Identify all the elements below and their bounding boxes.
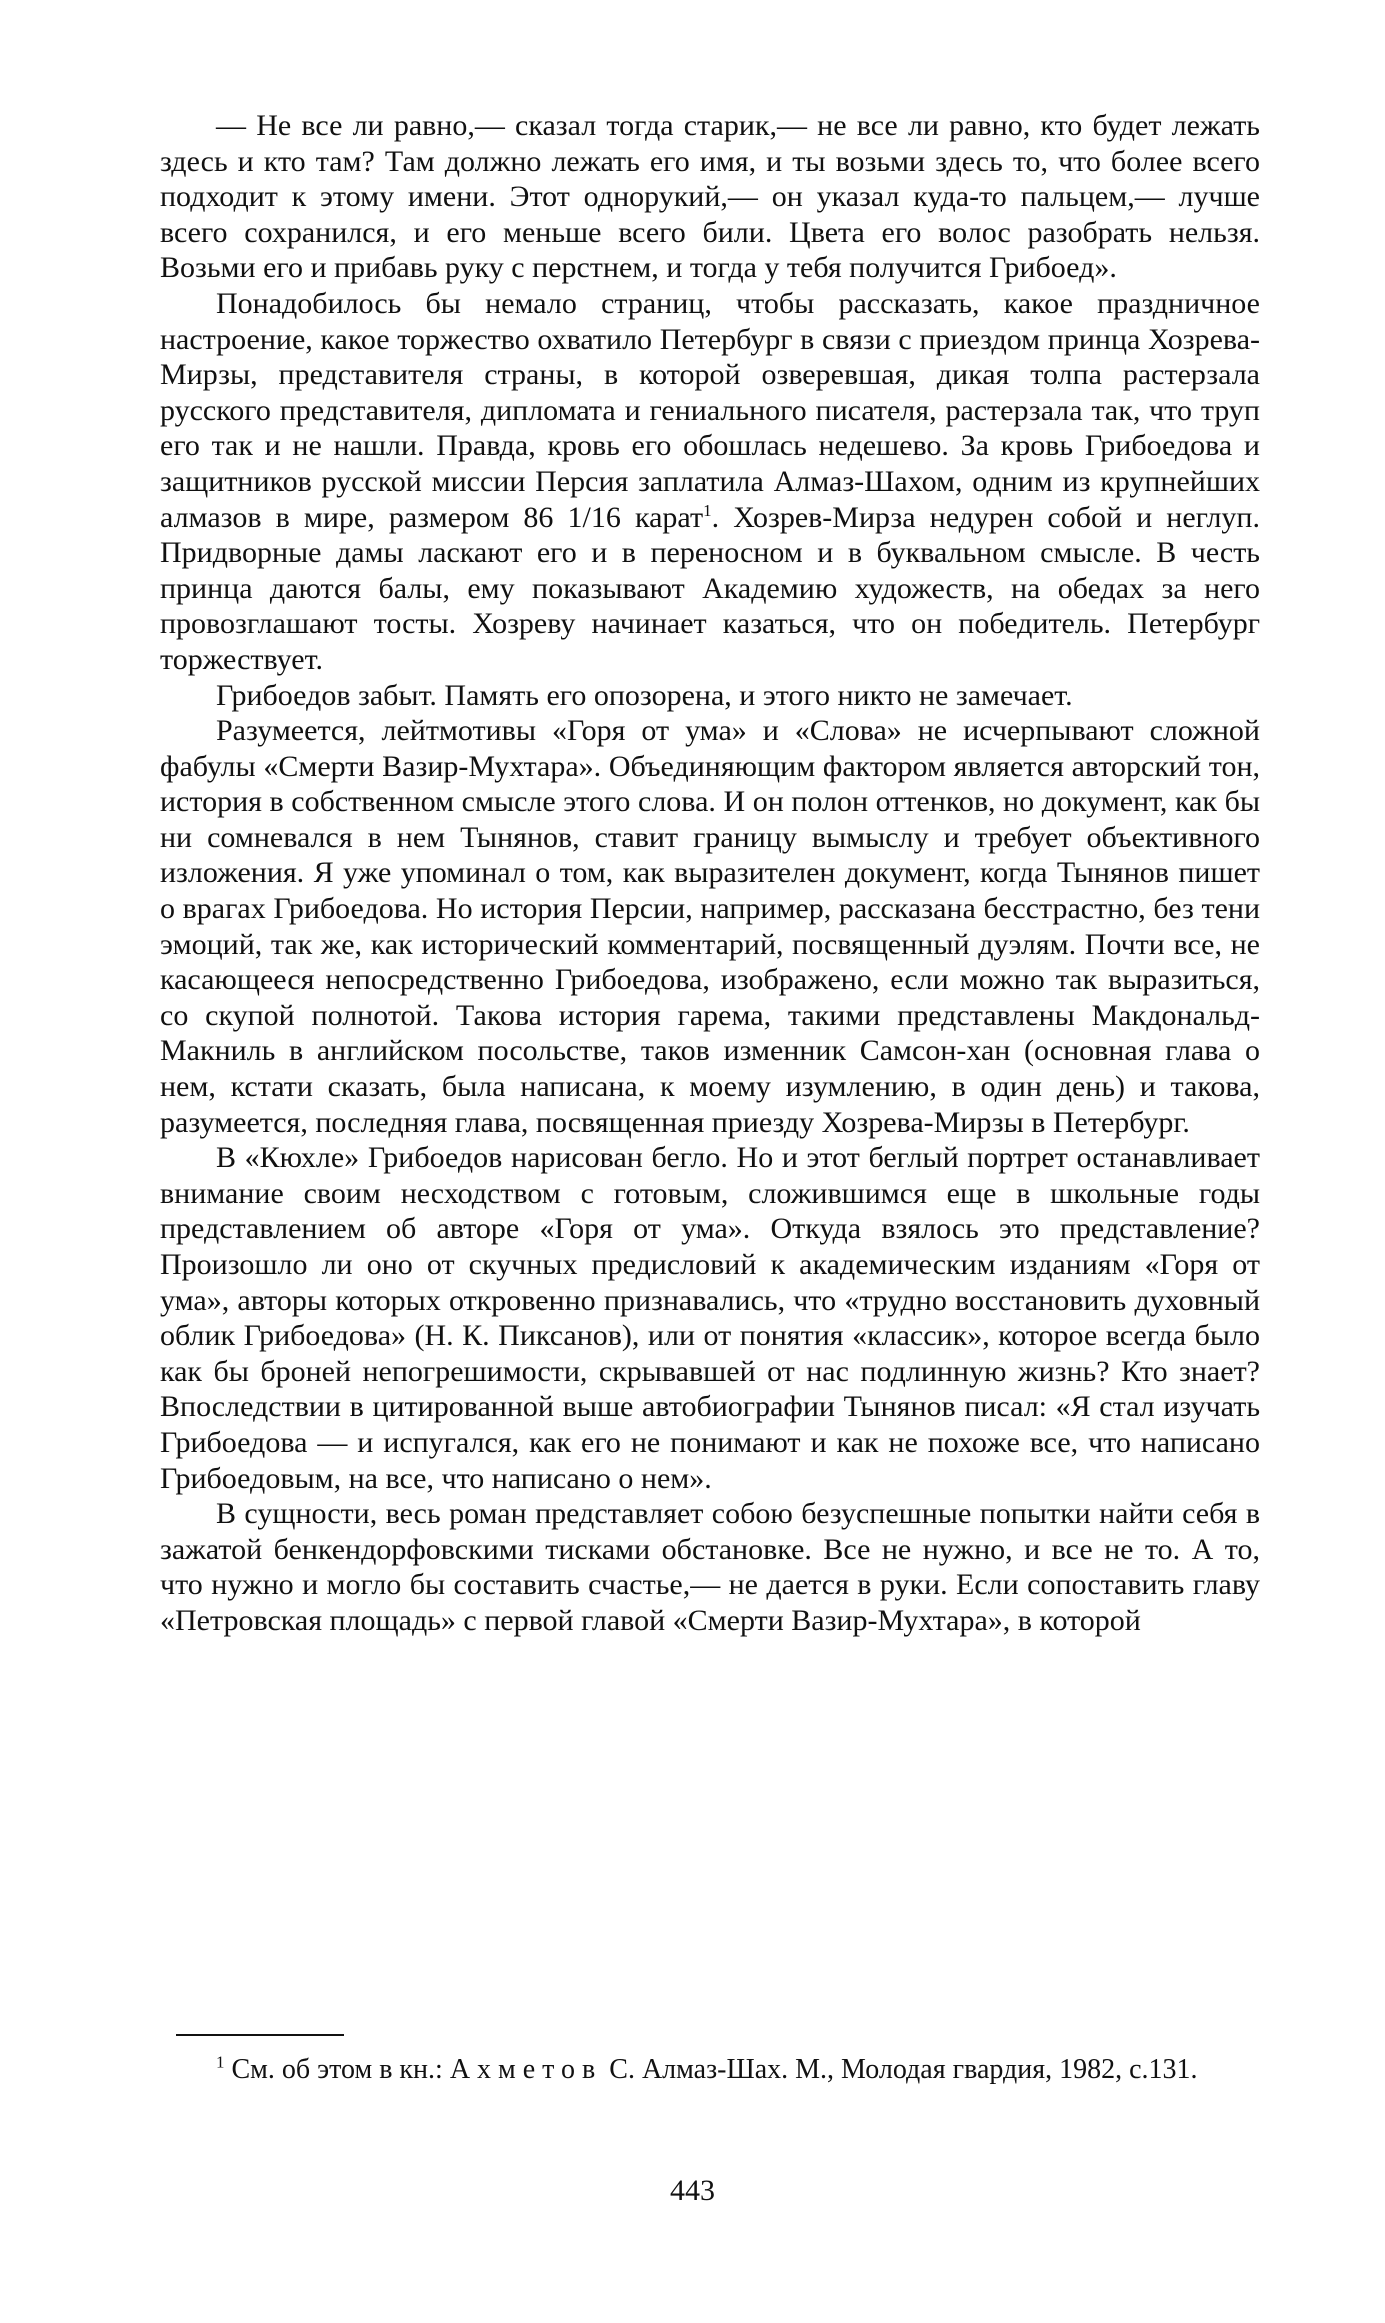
footnote [160, 2052, 1260, 2088]
footnote-lead: См. об этом в кн.: [231, 2054, 443, 2085]
paragraph-2 [160, 286, 1260, 678]
footnote-reference: 1 [703, 500, 712, 520]
paragraph-2-part-1: Понадобилось бы немало страниц, чтобы рассказать, какое праздничное настроение, какое торжество охватило Петербург в связи с приездом принца Хозрева-Мирзы, представителя страны, в которой озверевшая, дикая толпа растерзала русского представителя, дипломата и гениального писателя, растерзала так, что труп его так и не нашли. Правда, кровь его обошлась недешево. За кровь Грибоедова и защитников русской миссии Персия заплатила Алмаз-Шахом, одним из крупнейших алмазов в мире, размером 86 1/16 карат [160, 286, 1260, 534]
paragraph-5: В «Кюхле» Грибоедов нарисован бегло. Но и этот беглый портрет останавливает внимание своим несходством с готовым, сложившимся еще в школьные годы представлением об авторе «Горя от ума». Откуда взялось это представление? Произошло ли оно от скучных предисловий к академическим изданиям «Горя от ума», авторы которых откровенно признавались, что «трудно восстановить духовный облик Грибоедова» (Н. К. Пиксанов), или от понятия «классик», которое всегда было как бы броней непогрешимости, скрывавшей от нас подлинную жизнь? Кто знает? Впоследствии в цитированной выше автобиографии Тынянов писал: «Я стал изучать Грибоедова — и испугался, как его не понимают и как не похоже все, что написано Грибоедовым, на все, что написано о нем». [160, 1141, 1260, 1495]
footnote-divider [176, 2034, 344, 2036]
paragraph-2-part-2: . Хозрев-Мирза недурен собой и неглуп. Придворные дамы ласкают его и в переносном и в буквальном смысле. В честь принца даются балы, ему показывают Академию художеств, на обедах за него провозглашают тосты. Хозреву начинает казаться, что он победитель. Петербург торжествует. [160, 500, 1260, 676]
body-text [160, 108, 1260, 1639]
page-number: 443 [670, 2174, 715, 2207]
paragraph-3: Грибоедов забыт. Память его опозорена, и этого никто не замечает. [216, 678, 1073, 712]
footnote-marker: 1 [216, 2052, 225, 2072]
paragraph-1: — Не все ли равно,— сказал тогда старик,— не все ли равно, кто будет лежать здесь и кто там? Там должно лежать его имя, и ты возьми здесь то, что более всего подходит к этому имени. Этот однорукий,— он указал куда-то пальцем,— лучше всего сохранился, и его меньше всего били. Цвета его волос разобрать нельзя. Возьми его и прибавь руку с перстнем, и тогда у тебя получится Грибоед». [160, 109, 1260, 285]
footnote-author: Ахметов [449, 2054, 603, 2085]
paragraph-6: В сущности, весь роман представляет собою безуспешные попытки найти себя в зажатой бенкендорфовскими тисками обстановке. Все не нужно, и все не то. А то, что нужно и могло бы составить счастье,— не дается в руки. Если сопоставить главу «Петровская площадь» с первой главой «Смерти Вазир-Мухтара», в которой [160, 1497, 1260, 1637]
paragraph-4: Разумеется, лейтмотивы «Горя от ума» и «Слова» не исчерпывают сложной фабулы «Смерти Вазир-Мухтара». Объединяющим фактором является авторский тон, история в собственном смысле этого слова. И он полон оттенков, но документ, как бы ни сомневался в нем Тынянов, ставит границу вымыслу и требует объективного изложения. Я уже упоминал о том, как выразителен документ, когда Тынянов пишет о врагах Грибоедова. Но история Персии, например, рассказана бесстрастно, без тени эмоций, так же, как исторический комментарий, посвященный дуэлям. Почти все, не касающееся непосредственно Грибоедова, изображено, если можно так выразиться, со скупой полнотой. Такова история гарема, такими представлены Макдональд-Макниль в английском посольстве, таков изменник Самсон-хан (основная глава о нем, кстати сказать, была написана, к моему изумлению, в один день) и такова, разумеется, последняя глава, посвященная приезду Хозрева-Мирзы в Петербург. [160, 714, 1260, 1139]
footnote-rest: С. Алмаз-Шах. М., Молодая гвардия, 1982, с.131. [609, 2054, 1198, 2085]
